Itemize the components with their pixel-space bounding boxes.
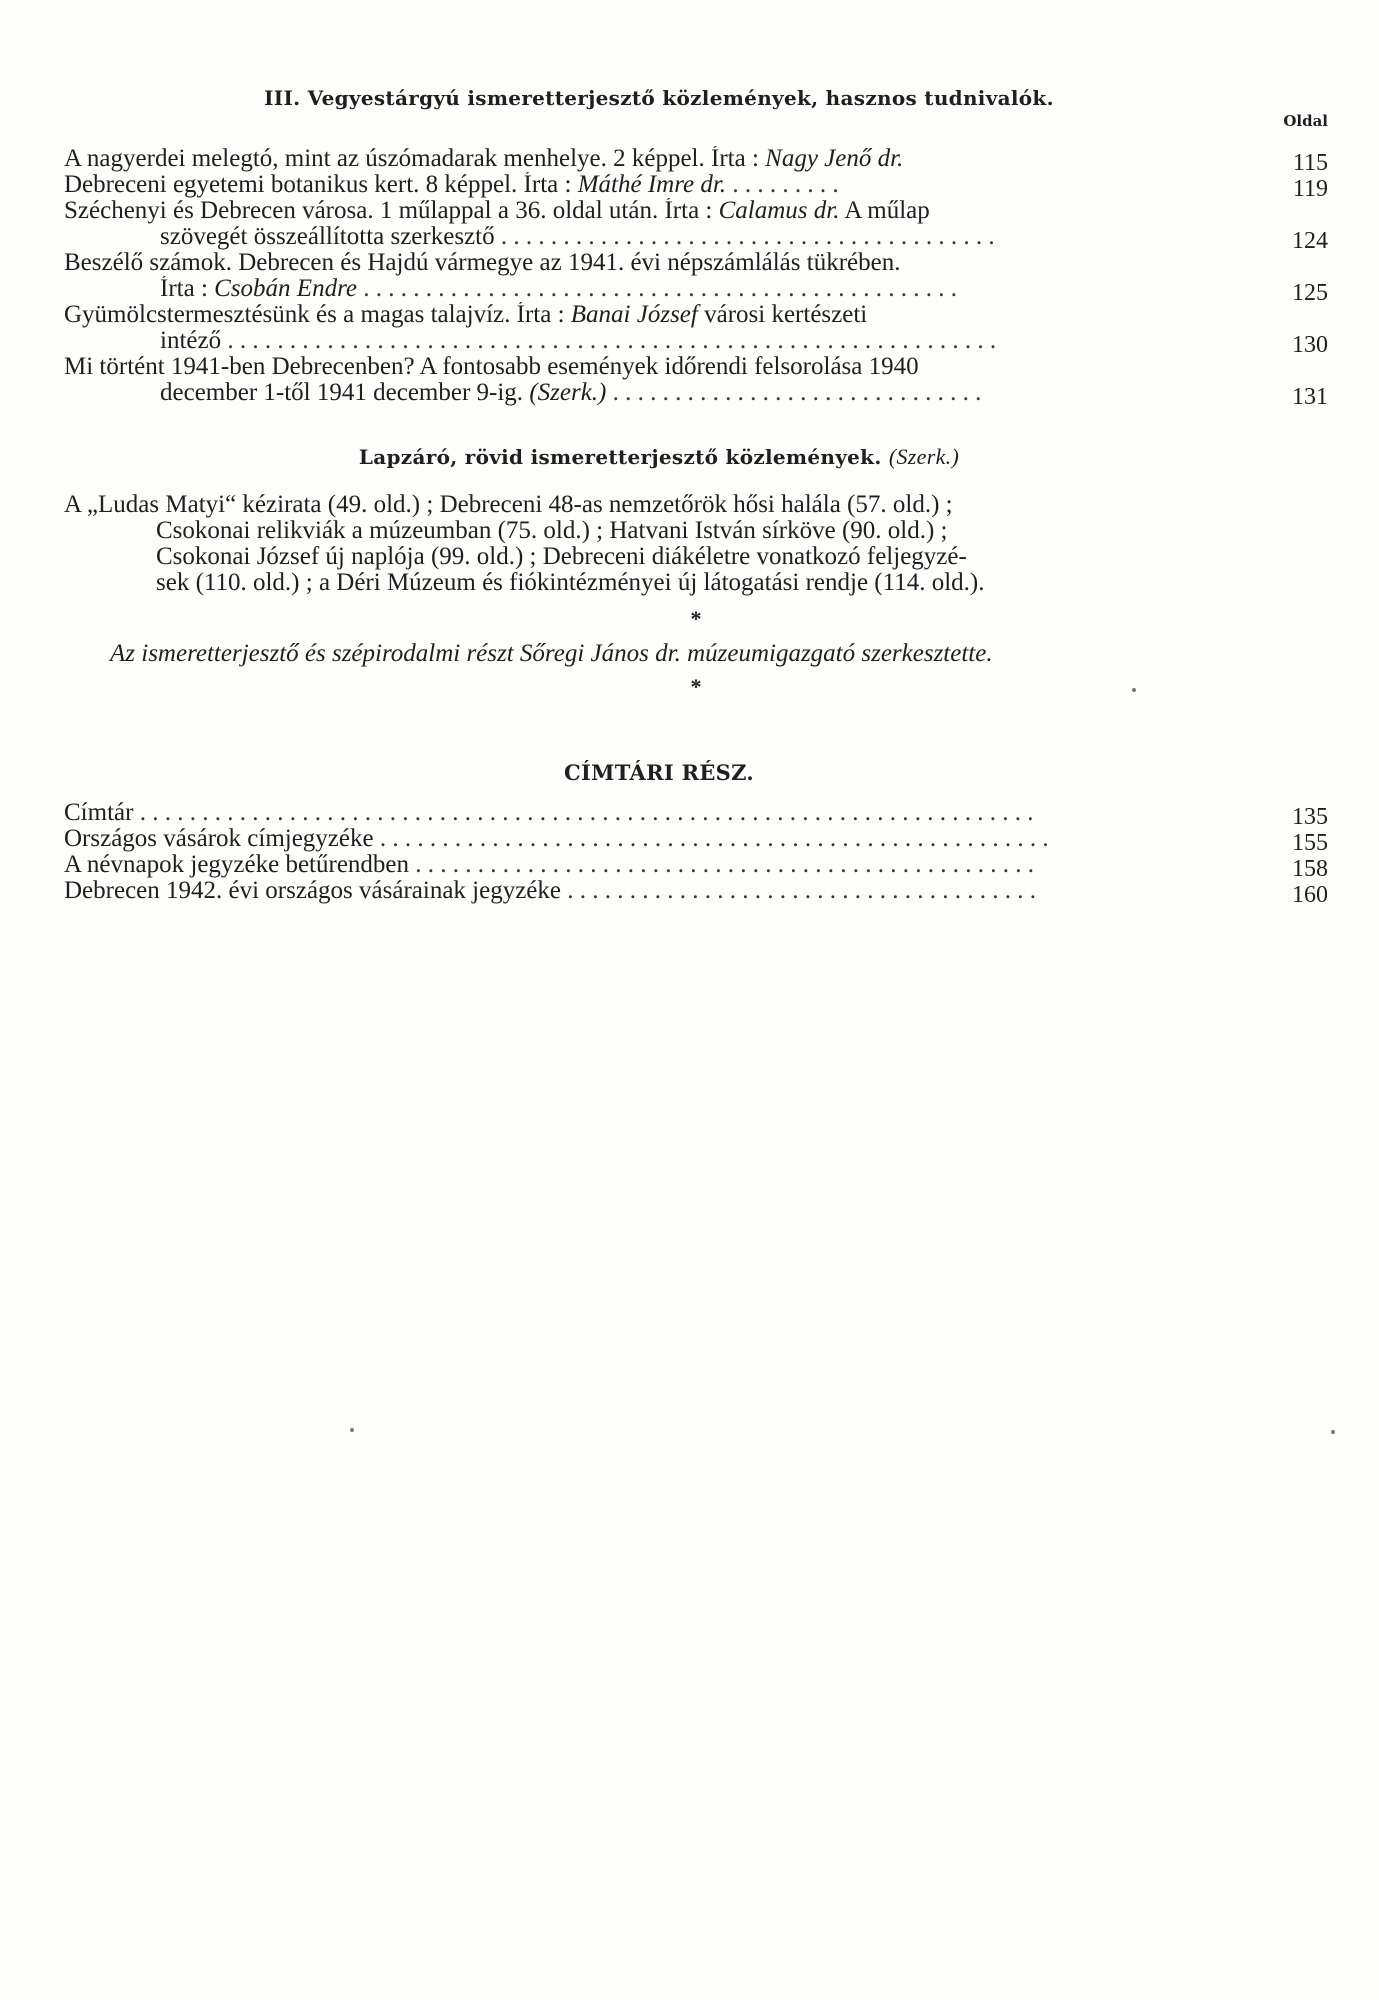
entry-page-number: 119: [1292, 176, 1328, 202]
entry-text: Debrecen 1942. évi országos vásárainak jegyzéke: [64, 878, 561, 904]
leader-dots: . . . . . . . . . . . . . . . . . . . . . . . . . . . . . . . . . . . . . . . . . . . . . . . . . .: [409, 852, 1035, 878]
entry-page-number: 158: [1292, 856, 1328, 882]
closing-title-note: (Szerk.): [888, 444, 960, 469]
entry-author: (Szerk.): [529, 380, 607, 406]
entry-text: A nagyerdei melegtó, mint az úszómadarak menhelye. 2 képpel. Írta :: [64, 146, 766, 172]
leader-dots: . . . . . . . . . . . . . . . . . . . . . . . . . . . . . .: [606, 380, 982, 406]
editor-note: Az ismeretterjesztő és szépirodalmi részt Sőregi János dr. múzeumigazgató szerkesztette.: [110, 640, 993, 667]
toc-entry: [64, 800, 1328, 830]
asterisk-divider: *: [690, 606, 702, 631]
closing-title-text: Lapzáró, rövid ismeretterjesztő közlemények.: [358, 445, 882, 469]
entry-text-tail: városi kertészeti: [697, 302, 868, 328]
entry-text: december 1-től 1941 december 9-ig.: [160, 380, 530, 406]
toc-entry: [64, 354, 1328, 410]
entry-text: Országos vásárok címjegyzéke: [64, 826, 374, 852]
scan-speck: [350, 1428, 354, 1432]
entry-author: Csobán Endre: [214, 276, 357, 302]
entry-page-number: 160: [1292, 882, 1328, 908]
toc-entry: [64, 826, 1328, 856]
section-title-directory: CÍMTÁRI RÉSZ.: [564, 760, 754, 785]
toc-entry: [64, 146, 1328, 176]
leader-dots: . . . . . . . . . . . . . . . . . . . . . . . . . . . . . . . . . . . . . .: [561, 878, 1036, 904]
entry-text: szövegét összeállította szerkesztő: [160, 224, 495, 250]
entry-author: Banai József: [570, 302, 698, 328]
entry-text: Mi történt 1941-ben Debrecenben? A fontosabb események időrendi felsorolása 1940: [64, 354, 919, 380]
leader-dots: . . . . . . . . . . . . . . . . . . . . . . . . . . . . . . . . . . . . . . . . . . . . . . . . . . . . . . . . . . . . . .: [221, 328, 997, 354]
closing-line: A „Ludas Matyi“ kézirata (49. old.) ; Debreceni 48-as nemzetőrök hősi halála (57. old.) ;: [64, 491, 953, 518]
toc-entry: [64, 172, 1328, 202]
toc-list-directory: [64, 800, 1328, 908]
closing-line: sek (110. old.) ; a Déri Múzeum és fiókintézményei új látogatási rendje (114. old.).: [156, 569, 985, 596]
section-title-closing: [64, 444, 1254, 470]
entry-author: Nagy Jenő dr.: [765, 146, 904, 172]
entry-page-number: 130: [1292, 332, 1328, 358]
leader-dots: . . . . . . . . . . . . . . . . . . . . . . . . . . . . . . . . . . . . . . . .: [494, 224, 995, 250]
entry-text: Címtár: [64, 800, 134, 826]
entry-page-number: 125: [1292, 280, 1328, 306]
entry-text: Beszélő számok. Debrecen és Hajdú vármegye az 1941. évi népszámlálás tükrében.: [64, 250, 901, 276]
entry-page-number: 155: [1292, 830, 1328, 856]
entry-text: Írta :: [160, 276, 215, 302]
leader-dots: . . . . . . . . . . . . . . . . . . . . . . . . . . . . . . . . . . . . . . . . . . . . . . . . . . . . . .: [373, 826, 1049, 852]
toc-entry: [64, 198, 1328, 254]
closing-paragraph: [64, 492, 1254, 596]
scan-speck: [1132, 688, 1136, 692]
leader-dots: . . . . . . . . .: [726, 172, 839, 198]
entry-page-number: 135: [1292, 804, 1328, 830]
toc-entry: [64, 878, 1328, 908]
leader-dots: . . . . . . . . . . . . . . . . . . . . . . . . . . . . . . . . . . . . . . . . . . . . . . . .: [356, 276, 957, 302]
toc-entry: [64, 250, 1328, 306]
entry-page-number: 115: [1292, 150, 1328, 176]
closing-line: Csokonai relikviák a múzeumban (75. old.) ; Hatvani István sírköve (90. old.) ;: [156, 517, 948, 544]
entry-text: intéző: [160, 328, 222, 354]
entry-page-number: 131: [1292, 384, 1328, 410]
entry-text-tail: A műlap: [839, 198, 930, 224]
entry-text: Gyümölcstermesztésünk és a magas talajvíz. Írta :: [64, 302, 571, 328]
closing-line: Csokonai József új naplója (99. old.) ; Debreceni diákéletre vonatkozó feljegyzé-: [156, 543, 967, 570]
entry-author: Calamus dr.: [718, 198, 840, 224]
entry-text: Debreceni egyetemi botanikus kert. 8 képpel. Írta :: [64, 172, 578, 198]
toc-entry: [64, 302, 1328, 358]
section-title-misc: III. Vegyestárgyú ismeretterjesztő közlemények, hasznos tudnivalók.: [264, 86, 1054, 110]
column-header-page: Oldal: [1283, 112, 1328, 130]
document-page: [64, 0, 1328, 2000]
toc-entry: [64, 852, 1328, 882]
entry-text: A névnapok jegyzéke betűrendben: [64, 852, 410, 878]
entry-page-number: 124: [1292, 228, 1328, 254]
asterisk-divider: *: [690, 674, 702, 699]
leader-dots: . . . . . . . . . . . . . . . . . . . . . . . . . . . . . . . . . . . . . . . . . . . . . . . . . . . . . . . . . . . . . . . . . . . . . . . .: [133, 800, 1034, 826]
scan-speck: [1331, 1430, 1335, 1434]
entry-text: Széchenyi és Debrecen városa. 1 műlappal a 36. oldal után. Írta :: [64, 198, 719, 224]
toc-list-misc: [64, 146, 1328, 410]
entry-author: Máthé Imre dr.: [577, 172, 727, 198]
